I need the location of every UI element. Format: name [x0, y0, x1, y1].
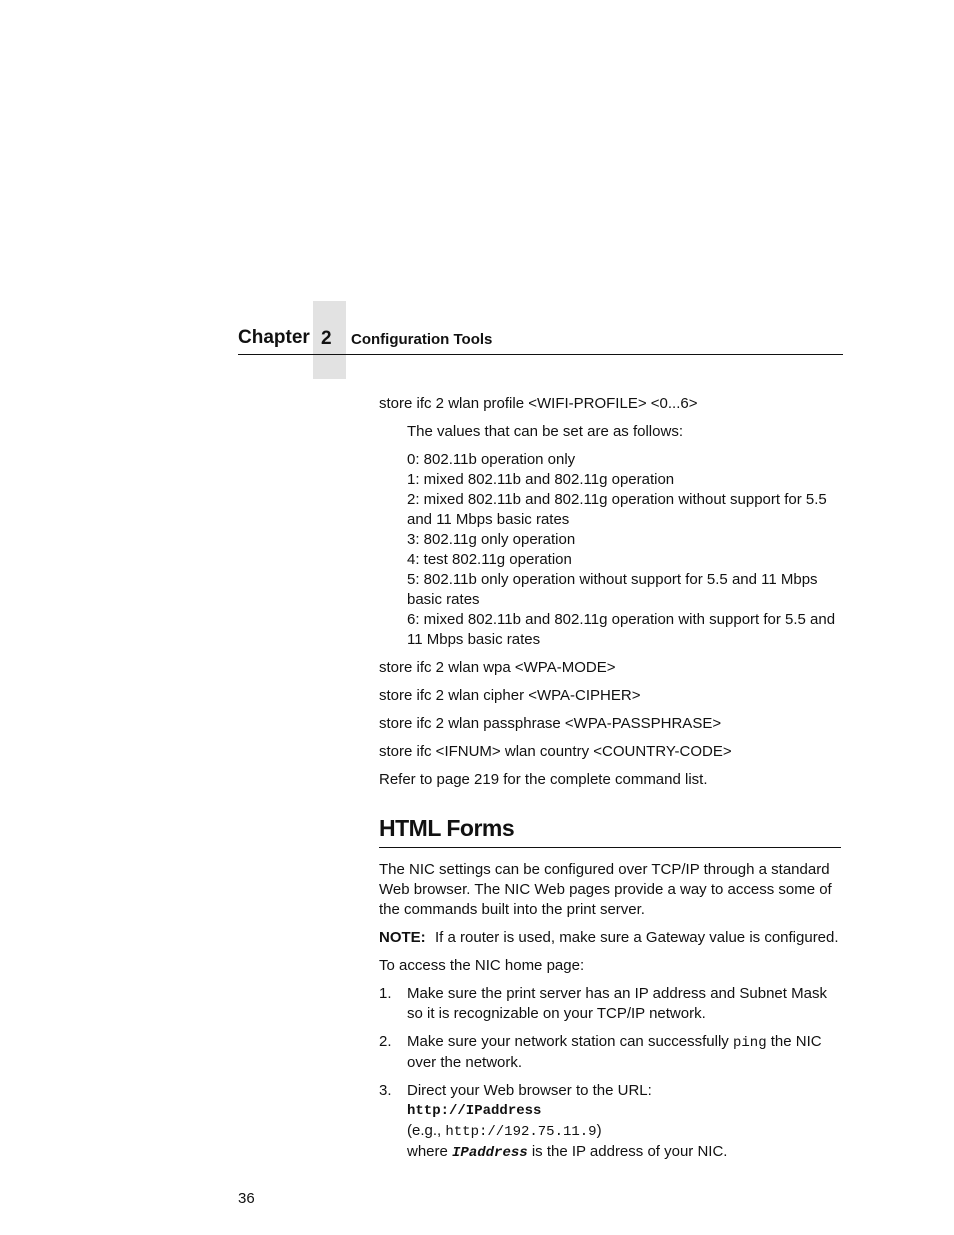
value-item: 2: mixed 802.11b and 802.11g operation without support for 5.5 and 11 Mbps basic rates	[407, 491, 827, 528]
value-item: 3: 802.11g only operation	[407, 531, 576, 548]
step-body	[407, 1032, 841, 1073]
header-rule	[238, 354, 843, 355]
example-line	[407, 1121, 841, 1142]
list-item	[379, 1081, 841, 1163]
page-number: 36	[238, 1190, 255, 1207]
value-item: 6: mixed 802.11b and 802.11g operation with support for 5.5 and 11 Mbps basic rates	[407, 611, 836, 648]
command-wifi-profile: store ifc 2 wlan profile <WIFI-PROFILE> <0...6>	[379, 395, 698, 412]
section-intro: The NIC settings can be configured over TCP/IP through a standard Web browser. The NIC Web pages provide a way to access some of the commands built into the print server.	[379, 861, 832, 918]
chapter-title: Configuration Tools	[351, 331, 493, 348]
where-line	[407, 1142, 841, 1163]
command-country: store ifc <IFNUM> wlan country <COUNTRY-CODE>	[379, 743, 732, 760]
value-item: 5: 802.11b only operation without support for 5.5 and 11 Mbps basic rates	[407, 571, 818, 608]
page-content	[379, 394, 841, 1171]
note-text: If a router is used, make sure a Gateway value is configured.	[435, 929, 839, 946]
list-item	[379, 1032, 841, 1073]
step-text-before: Make sure your network station can successfully	[407, 1033, 733, 1050]
where-after: is the IP address of your NIC.	[527, 1143, 728, 1160]
example-after: )	[596, 1122, 602, 1139]
chapter-label: Chapter	[238, 327, 310, 348]
value-item: 4: test 802.11g operation	[407, 551, 572, 568]
section-title: HTML Forms	[379, 814, 841, 848]
values-intro: The values that can be set are as follows:	[407, 423, 683, 440]
command-passphrase: store ifc 2 wlan passphrase <WPA-PASSPHRASE>	[379, 715, 722, 732]
ipaddress-code: IPaddress	[452, 1145, 528, 1161]
url-code: http://IPaddress	[407, 1103, 542, 1119]
note-label: NOTE:	[379, 929, 426, 946]
where-before: where	[407, 1143, 453, 1160]
ping-code: ping	[732, 1035, 767, 1051]
values-list	[407, 450, 841, 650]
example-before: (e.g.,	[407, 1122, 446, 1139]
list-item	[379, 984, 841, 1024]
step-number: 1.	[379, 985, 392, 1002]
command-cipher: store ifc 2 wlan cipher <WPA-CIPHER>	[379, 687, 641, 704]
example-url: http://192.75.11.9	[445, 1124, 597, 1140]
value-item: 1: mixed 802.11b and 802.11g operation	[407, 471, 675, 488]
chapter-number: 2	[321, 328, 332, 349]
values-block	[379, 422, 841, 650]
step-text: Make sure the print server has an IP address and Subnet Mask so it is recognizable on your TCP/IP network.	[407, 985, 827, 1022]
step-number: 2.	[379, 1033, 392, 1050]
step-body	[407, 1081, 841, 1163]
access-intro: To access the NIC home page:	[379, 957, 585, 974]
refer-text: Refer to page 219 for the complete command list.	[379, 771, 708, 788]
note	[379, 928, 841, 948]
step-text-after: the NIC over the network.	[407, 1033, 822, 1071]
step-line: Direct your Web browser to the URL:	[407, 1082, 652, 1099]
value-item: 0: 802.11b operation only	[407, 451, 576, 468]
command-wpa: store ifc 2 wlan wpa <WPA-MODE>	[379, 659, 616, 676]
step-number: 3.	[379, 1082, 392, 1099]
steps-list	[379, 984, 841, 1163]
